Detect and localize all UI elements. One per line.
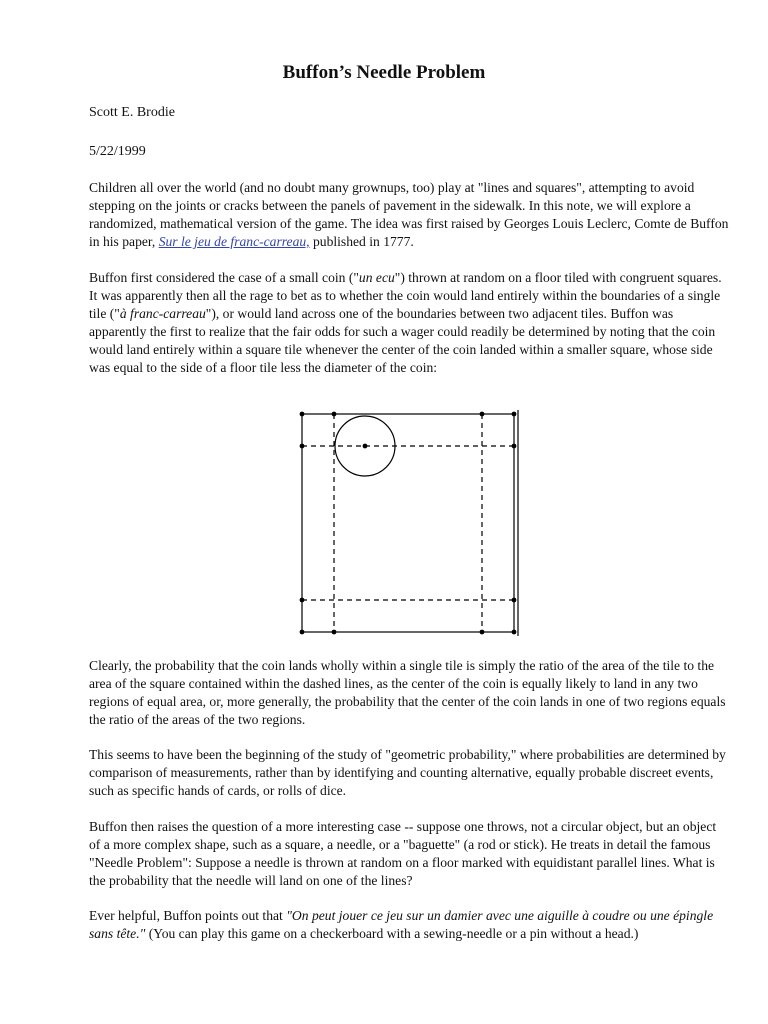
paragraph-needle-problem: Buffon then raises the question of a more interesting case -- suppose one throws, not a circular object, but an object of a more complex shape, such as a square, a needle, or a "baguette" (a rod or stick). He treats in detail the famous "Needle Problem": Suppose a needle is thrown at random on a floor marked with equidistant parallel lines. What is the probability that the needle will land on one of the lines? <box>89 819 717 888</box>
paragraph-intro-text: Children all over the world (and no doubt many grownups, too) play at "lines and squares", attempting to avoid stepping on the joints or cracks between the panels of pavement in the sidewalk. In this note, we will explore a randomized, mathematical version of the game. The idea was first raised by Georges Louis Leclerc, Comte de Buffon in his paper, <box>89 180 729 249</box>
date-line: 5/22/1999 <box>89 144 146 159</box>
paragraph-coin-em-ecu: un ecu <box>358 270 395 285</box>
paragraph-checkerboard-text-b: (You can play this game on a checkerboard with a sewing-needle or a pin without a head.) <box>145 926 639 941</box>
paragraph-geometric-probability: This seems to have been the beginning of the study of "geometric probability," where probabilities are determined by comparison of measurements, rather than by identifying and counting alternative, equally probable discreet events, such as specific hands of cards, or rolls of dice. <box>89 747 726 798</box>
paragraph-checkerboard-text-a: Ever helpful, Buffon points out that <box>89 908 287 923</box>
document-title: Buffon’s Needle Problem <box>282 62 486 83</box>
corner-dots <box>300 412 517 635</box>
tile-coin-diagram <box>298 408 522 640</box>
paragraph-checkerboard <box>89 907 729 943</box>
paper-link[interactable]: Sur le jeu de franc-carreau, <box>158 234 310 249</box>
paragraph-intro <box>89 179 729 251</box>
coin-center-dot <box>363 444 368 449</box>
author-line: Scott E. Brodie <box>89 105 175 120</box>
paragraph-coin <box>89 269 729 377</box>
paragraph-coin-em-franc-carreau: à franc-carreau <box>119 306 206 321</box>
paragraph-probability: Clearly, the probability that the coin lands wholly within a single tile is simply the ratio of the area of the tile to the area of the square contained within the dashed lines, as the center of the coin is equally likely to land in any two regions of equal area, or, more generally, the probability that the center of the coin lands in one of two regions equals the ratio of the areas of the two regions. <box>89 658 726 727</box>
french-quote: "On peut jouer ce jeu sur un damier avec une aiguille à coudre ou une épingle sans tête." <box>89 908 714 941</box>
paragraph-coin-text-a: Buffon first considered the case of a small coin (" <box>89 270 359 285</box>
paragraph-coin-text-c: "), or would land across one of the boundaries between two adjacent tiles. Buffon was apparently the first to realize that the fair odds for such a wager could readily be determined by noting that the coin would land entirely within a square tile whenever the center of the coin landed within a smaller square, whose side was equal to the side of a floor tile less the diameter of the coin: <box>89 306 716 375</box>
paragraph-coin-text-b: ") thrown at random on a floor tiled with congruent squares. It was apparently then all the rage to bet as to whether the coin would land entirely within the boundaries of a single tile (" <box>89 270 722 321</box>
paragraph-intro-text-end: published in 1777. <box>309 234 414 249</box>
inner-square-dashed <box>302 414 514 632</box>
